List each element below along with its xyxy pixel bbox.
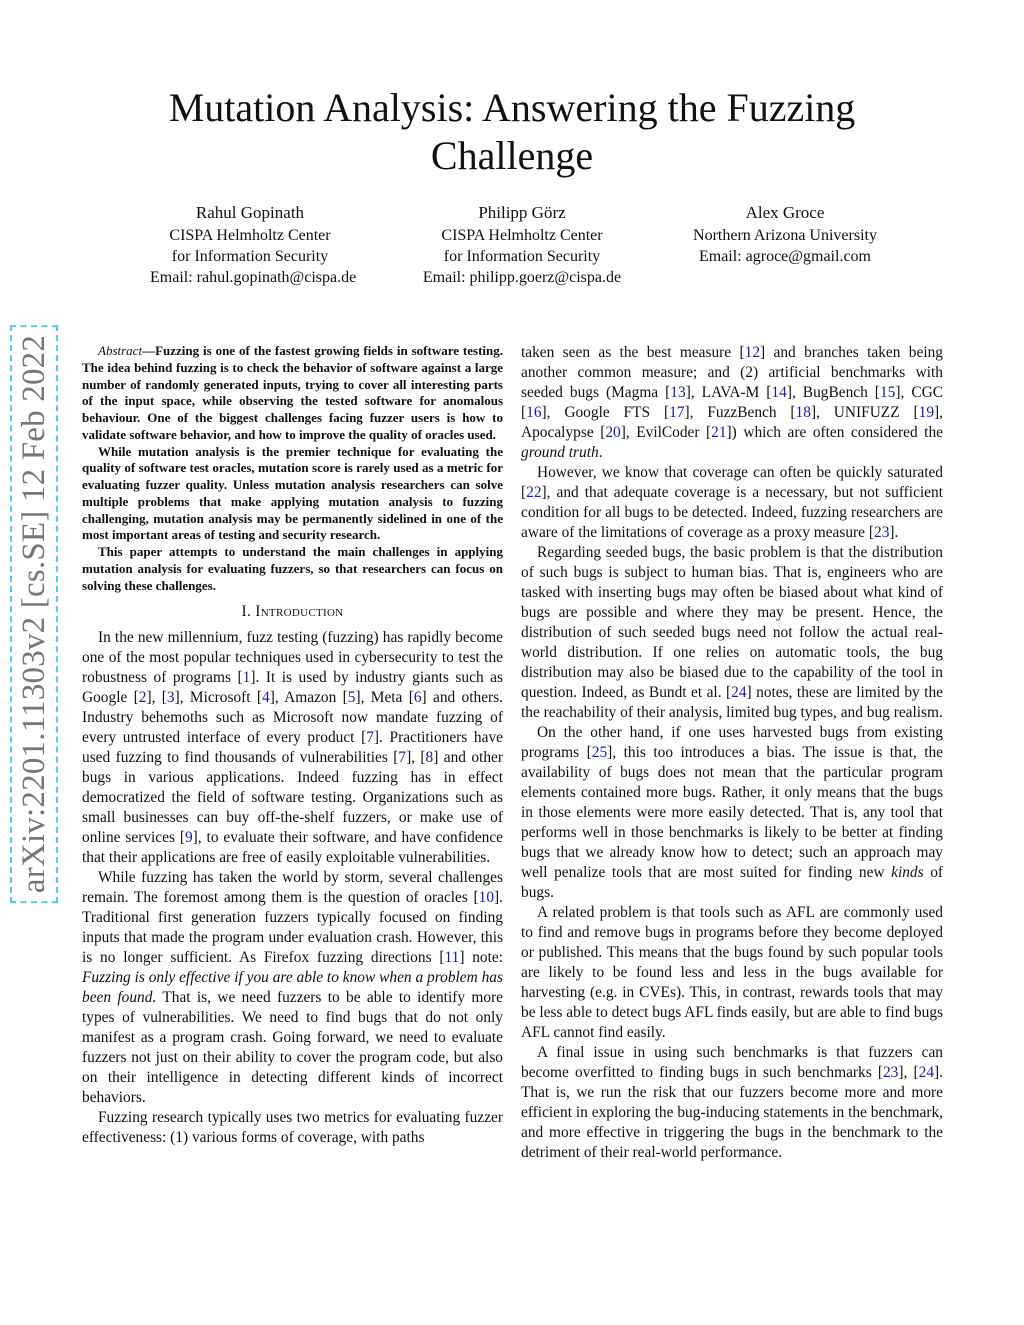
author-affiliation: Northern Arizona University (693, 227, 877, 244)
citation-link[interactable]: 23 (882, 1064, 899, 1081)
citation-link[interactable]: 16 (526, 404, 542, 421)
citation-link[interactable]: 14 (771, 384, 787, 401)
body-text: ], Apocalypse [ (521, 404, 943, 441)
body-text: ], this too introduces a bias. The issue is that, the availability of bugs does not mean that the particular program elements contained more bugs. Rather, it only means that the bugs in those elements were more easily detected. That is, any tool that performs well in those benchmarks is likely to be better at finding bugs that we already know how to detect; such an approach may well penalize tools that are most suited for finding new (521, 744, 944, 881)
body-paragraph (521, 543, 943, 723)
body-text: ]. That is, we run the risk that our fuzzers become more and more efficient in exploring the bug-inducing statements in the benchmark, and more effective in triggering the bugs in the benchmark to the detriment of their real-world performance. (521, 1064, 943, 1161)
citation-link[interactable]: 2 (138, 689, 147, 707)
author-email: Email: philipp.goerz@cispa.de (422, 269, 622, 286)
citation-link[interactable]: 15 (879, 384, 896, 401)
body-text: ] and others. Industry behemoths such as Microsoft now mandate fuzzing of every untrusted interface of every product [ (82, 689, 503, 747)
body-text: ]. Traditional first generation fuzzers typically focused on finding inputs that made the program under evaluation crash. However, this is no longer sufficient. As Firefox fuzzing directions [ (82, 889, 503, 967)
citation-link[interactable]: 8 (425, 749, 434, 767)
body-text: ], LAVA-M [ (685, 384, 772, 401)
body-text: On the other hand, if one uses harvested bugs from existing programs [ (521, 724, 943, 761)
emphasized-text: kinds (891, 864, 924, 881)
arxiv-id[interactable]: arXiv:2201.11303v2 [cs.SE] 12 Feb 2022 (10, 325, 58, 903)
body-text: ], Google FTS [ (541, 404, 670, 421)
body-text: ], Amazon [ (269, 689, 348, 707)
body-text: While fuzzing has taken the world by storm, several challenges remain. The foremost among them is the question of oracles [ (82, 869, 503, 907)
body-text: ], BugBench [ (786, 384, 880, 401)
citation-link[interactable]: 17 (669, 404, 685, 421)
author-affiliation: for Information Security (443, 248, 601, 265)
body-text: ], [ (898, 1064, 919, 1081)
body-text: ], Microsoft [ (174, 689, 263, 707)
author-affiliation: CISPA Helmholtz Center (169, 227, 331, 244)
abstract-paragraph: This paper attempts to understand the main challenges in applying mutation analysis for evaluating fuzzers, so that researchers can focus on solving these challenges. (82, 544, 503, 593)
citation-link[interactable]: 20 (605, 424, 621, 441)
left-column (82, 343, 503, 1148)
citation-link[interactable]: 19 (918, 404, 935, 421)
right-column-body (521, 343, 943, 1163)
body-text: That is, we need fuzzers to be able to identify more types of vulnerabilities. We need to find bugs that do not only manifest as a program crash. Going forward, we need to evaluate fuzzers not just on their ability to cover the program code, but also on their intelligence in detecting different kinds of incorrect behaviors. (82, 989, 503, 1107)
body-text: ], UNIFUZZ [ (810, 404, 919, 421)
body-text: ], FuzzBench [ (684, 404, 796, 421)
body-text: ] note: (459, 949, 503, 967)
body-text: A final issue in using such benchmarks is that fuzzers can become overfitted to finding bugs in such benchmarks [ (521, 1044, 943, 1081)
paper-title (100, 84, 924, 180)
introduction-body (82, 628, 503, 1148)
citation-link[interactable]: 24 (918, 1064, 935, 1081)
body-text: taken seen as the best measure [ (521, 344, 745, 361)
citation-link[interactable]: 25 (591, 744, 608, 761)
body-text: ]) which are often considered the (726, 424, 943, 441)
citation-link[interactable]: 11 (444, 949, 460, 967)
citation-link[interactable]: 9 (184, 829, 193, 847)
citation-link[interactable]: 3 (166, 689, 175, 707)
body-text: In the new millennium, fuzz testing (fuzzing) has rapidly become one of the most popular techniques used in cybersecurity to test the robustness of programs [ (82, 629, 503, 687)
citation-link[interactable]: 6 (413, 689, 422, 707)
section-heading-introduction: I. Introduction (241, 603, 344, 621)
abstract-label: Abstract (98, 343, 143, 358)
body-paragraph (521, 463, 943, 543)
author-block-1 (150, 202, 357, 288)
body-text: ] and other bugs in various applications. Indeed fuzzing has in effect democratized the field of software testing. Organizations such as small businesses can buy off-the-shelf fuzzers, or make use of online services [ (82, 749, 503, 847)
citation-link[interactable]: 4 (262, 689, 270, 707)
author-name: Alex Groce (745, 203, 825, 222)
abstract-text: —Fuzzing is one of the fastest growing fields in software testing. The idea behind fuzzing is to check the behavior of software against a large number of randomly generated inputs, trying to cover all interesting parts of the input space, while observing the tested software for anomalous behaviour. One of the biggest challenges facing fuzzer users is how to validate software behavior, and how to improve the quality of oracles used. (82, 343, 503, 442)
author-block-2 (412, 202, 632, 288)
body-text: A related problem is that tools such as AFL are commonly used to find and remove bugs in programs before they become deployed or published. This means that the bugs found by such popular tools are likely to be found less and less in the bugs available for harvesting (e.g. in CVEs). This, in contrast, rewards tools that may be less able to detect bugs AFL finds easily, but are able to find bugs AFL cannot find easily. (521, 904, 944, 1041)
title-line-1: Mutation Analysis: Answering the Fuzzing (168, 85, 856, 130)
body-text: ] notes, these are limited by the the reachability of their analysis, limited bug types, and bug realism. (521, 684, 943, 721)
citation-link[interactable]: 18 (795, 404, 811, 421)
emphasized-text: Fuzzing is only effective if you are able to know when a problem has been found. (82, 969, 503, 1007)
body-paragraph (521, 723, 943, 903)
body-text: ], and that adequate coverage is a necessary, but not sufficient condition for all bugs to be detected. Indeed, fuzzing researchers are aware of the limitations of coverage as a proxy measure [ (521, 484, 943, 541)
body-text: ], [ (406, 749, 426, 767)
body-text: ], EvilCoder [ (620, 424, 712, 441)
body-paragraph (82, 868, 503, 1108)
body-text: ] and branches taken being another common measure; and (2) artificial benchmarks with seeded bugs (Magma [ (521, 344, 943, 401)
citation-link[interactable]: 22 (526, 484, 542, 501)
citation-link[interactable]: 13 (670, 384, 686, 401)
body-text: of bugs. (521, 864, 944, 901)
body-paragraph (521, 903, 943, 1043)
right-column (521, 343, 943, 1163)
citation-link[interactable]: 1 (242, 669, 251, 687)
body-text: ]. (889, 524, 899, 541)
body-paragraph (82, 628, 503, 868)
emphasized-text: ground truth (521, 444, 599, 461)
abstract-paragraph: While mutation analysis is the premier technique for evaluating the quality of software test oracles, mutation score is rarely used as a metric for evaluating fuzzer quality. Unless mutation analysis researchers can solve multiple problems that make applying mutation analysis to fuzzing challenging, mutation analysis may be permanently sidelined in one of the most important areas of testing and security research. (82, 443, 503, 543)
author-email: Email: rahul.gopinath@cispa.de (150, 269, 357, 286)
author-affiliation: CISPA Helmholtz Center (441, 227, 603, 244)
body-text: ], [ (146, 689, 167, 707)
citation-link[interactable]: 12 (744, 344, 761, 361)
title-line-2: Challenge (430, 133, 594, 178)
body-text: . (598, 444, 603, 461)
citation-link[interactable]: 7 (366, 729, 374, 747)
citation-link[interactable]: 10 (478, 889, 495, 907)
author-name: Philipp Görz (478, 203, 566, 222)
body-text: ], to evaluate their software, and have confidence that their applications are free of easily exploitable vulnerabilities. (82, 829, 504, 867)
body-text: Fuzzing research typically uses two metrics for evaluating fuzzer effectiveness: (1) various forms of coverage, with paths (82, 1109, 503, 1147)
citation-link[interactable]: 24 (731, 684, 747, 701)
body-text: ], CGC [ (521, 384, 943, 421)
body-text: Regarding seeded bugs, the basic problem is that the distribution of such bugs is subject to human bias. That is, engineers who are tasked with inserting bugs may often be biased about what kind of bugs are possible and where they may be present. Hence, the distribution of such seeded bugs need not follow the actual real-world distribution. If one relies on automatic tools, the bug distribution may also be biased due to the capability of the tool in question. Indeed, as Bundt et al. [ (521, 544, 943, 701)
author-name: Rahul Gopinath (195, 203, 305, 222)
author-email: Email: agroce@gmail.com (698, 248, 871, 265)
body-paragraph (521, 1043, 943, 1163)
body-paragraph (521, 343, 943, 463)
body-text: ]. Practitioners have used fuzzing to find thousands of vulnerabilities [ (82, 729, 503, 767)
abstract-paragraph (82, 343, 503, 444)
citation-link[interactable]: 5 (347, 689, 356, 707)
author-affiliation: for Information Security (171, 248, 329, 265)
citation-link[interactable]: 23 (874, 524, 890, 541)
body-text: However, we know that coverage can often be quickly saturated [ (521, 464, 943, 501)
body-text: ]. It is used by industry giants such as Google [ (82, 669, 503, 707)
author-block-3 (675, 202, 895, 267)
body-text: ], Meta [ (355, 689, 414, 707)
body-paragraph (82, 1108, 503, 1148)
citation-link[interactable]: 7 (398, 749, 407, 767)
citation-link[interactable]: 21 (711, 424, 727, 441)
